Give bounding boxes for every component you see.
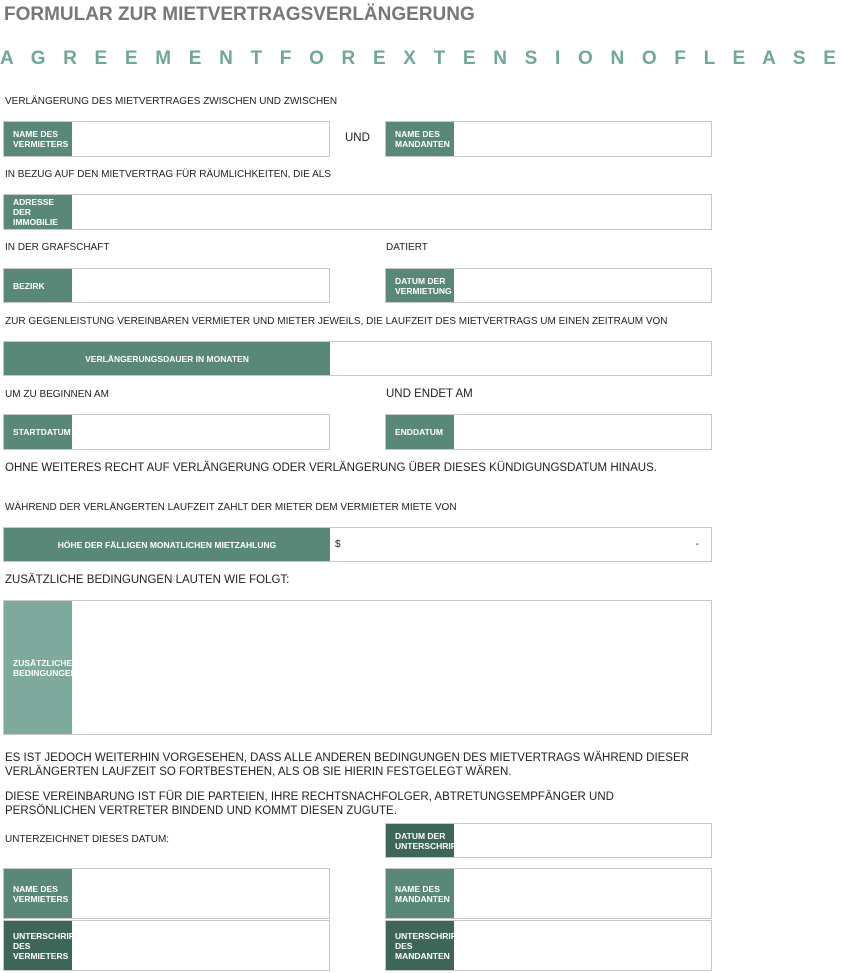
landlord-name-sign-value[interactable]	[72, 869, 329, 918]
lease-date-field[interactable]	[385, 268, 712, 303]
signature-date-field[interactable]	[385, 823, 712, 858]
start-date-label: STARTDATUM	[4, 415, 72, 449]
extension-months-value[interactable]	[330, 342, 711, 375]
binding-text: DIESE VEREINBARUNG IST FÜR DIE PARTEIEN, IHRE RECHTSNACHFOLGER, ABTRETUNGSEMPFÄNGER UND PERSÖNLICHEN VERTRETER BINDEND UND KOMMT DIESEN ZUGUTE.	[5, 791, 614, 817]
currency-symbol: $	[335, 539, 341, 550]
lease-date-value[interactable]	[454, 269, 711, 302]
landlord-name-label: NAME DES VERMIETERS	[4, 122, 72, 156]
page-title: FORMULAR ZUR MIETVERTRAGSVERLÄNGERUNG	[4, 4, 475, 25]
tenant-name-sign-label: NAME DES MANDANTEN	[386, 869, 454, 918]
signature-date-value[interactable]	[454, 824, 711, 857]
start-date-value[interactable]	[72, 415, 329, 449]
property-address-field[interactable]	[3, 194, 712, 230]
monthly-rent-label: HÖHE DER FÄLLIGEN MONATLICHEN MIETZAHLUNG	[4, 528, 330, 561]
landlord-name-sign-label: NAME DES VERMIETERS	[4, 869, 72, 918]
landlord-name-field[interactable]	[3, 121, 330, 157]
start-date-field[interactable]	[3, 414, 330, 450]
monthly-rent-value[interactable]	[330, 528, 711, 561]
signature-date-label: DATUM DER UNTERSCHRIFTEN	[386, 824, 454, 857]
additional-terms-field[interactable]	[3, 600, 712, 735]
additional-terms-value[interactable]	[72, 601, 711, 734]
additional-intro-text: ZUSÄTZLICHE BEDINGUNGEN LAUTEN WIE FOLGT:	[5, 574, 290, 586]
county-label: BEZIRK	[4, 269, 72, 302]
end-text: UND ENDET AM	[386, 388, 473, 400]
additional-terms-label: ZUSÄTZLICHE BEDINGUNGEN	[4, 601, 72, 734]
county-text: IN DER GRAFSCHAFT	[5, 242, 110, 253]
monthly-rent-field[interactable]	[3, 527, 712, 562]
intro-text: VERLÄNGERUNG DES MIETVERTRAGES ZWISCHEN UND ZWISCHEN	[5, 96, 338, 107]
landlord-signature-value[interactable]	[72, 921, 329, 970]
end-date-field[interactable]	[385, 414, 712, 450]
extension-months-field[interactable]	[3, 341, 712, 376]
end-date-value[interactable]	[454, 415, 711, 449]
tenant-name-sign-value[interactable]	[454, 869, 711, 918]
lease-date-label: DATUM DER VERMIETUNG	[386, 269, 454, 302]
landlord-name-value[interactable]	[72, 122, 329, 156]
provided-text: ES IST JEDOCH WEITERHIN VORGESEHEN, DASS ALLE ANDEREN BEDINGUNGEN DES MIETVERTRAGS WÄHREND DIESER VERLÄNGERTEN LAUFZEIT SO FORTBESTEHEN, ALS OB SIE HIERIN FESTGELEGT WÄREN.	[5, 752, 689, 778]
tenant-signature-value[interactable]	[454, 921, 711, 970]
tenant-name-label: NAME DES MANDANTEN	[386, 122, 454, 156]
regarding-text: IN BEZUG AUF DEN MIETVERTRAG FÜR RÄUMLICHKEITEN, DIE ALS	[5, 169, 331, 180]
landlord-signature-label: UNTERSCHRIFT DES VERMIETERS	[4, 921, 72, 970]
extension-months-label: VERLÄNGERUNGSDAUER IN MONATEN	[4, 342, 330, 375]
tenant-name-value[interactable]	[454, 122, 711, 156]
tenant-signature-label: UNTERSCHRIFT DES MANDANTEN	[386, 921, 454, 970]
consideration-text: ZUR GEGENLEISTUNG VEREINBAREN VERMIETER UND MIETER JEWEILS, DIE LAUFZEIT DES MIETVERTRAGS UM EINEN ZEITRAUM VON	[5, 316, 668, 327]
end-date-label: ENDDATUM	[386, 415, 454, 449]
begin-text: UM ZU BEGINNEN AM	[5, 389, 109, 400]
tenant-signature-field[interactable]	[385, 920, 712, 971]
landlord-signature-field[interactable]	[3, 920, 330, 971]
county-field[interactable]	[3, 268, 330, 303]
rent-intro-text: WÄHREND DER VERLÄNGERTEN LAUFZEIT ZAHLT DER MIETER DEM VERMIETER MIETE VON	[5, 502, 457, 513]
property-address-value[interactable]	[72, 195, 711, 229]
dated-text: DATIERT	[386, 242, 428, 253]
property-address-label: ADRESSE DER IMMOBILIE	[4, 195, 72, 229]
tenant-name-field[interactable]	[385, 121, 712, 157]
und-text: UND	[345, 132, 370, 144]
no-renewal-text: OHNE WEITERES RECHT AUF VERLÄNGERUNG ODER VERLÄNGERUNG ÜBER DIESES KÜNDIGUNGSDATUM HINAUS.	[5, 462, 657, 474]
page-subtitle: A G R E E M E N T F O R E X T E N S I O N O F L E A S E	[0, 48, 842, 69]
tenant-name-sign-field[interactable]	[385, 868, 712, 919]
landlord-name-sign-field[interactable]	[3, 868, 330, 919]
rent-amount: -	[695, 539, 699, 550]
county-value[interactable]	[72, 269, 329, 302]
signed-text: UNTERZEICHNET DIESES DATUM:	[5, 834, 170, 845]
